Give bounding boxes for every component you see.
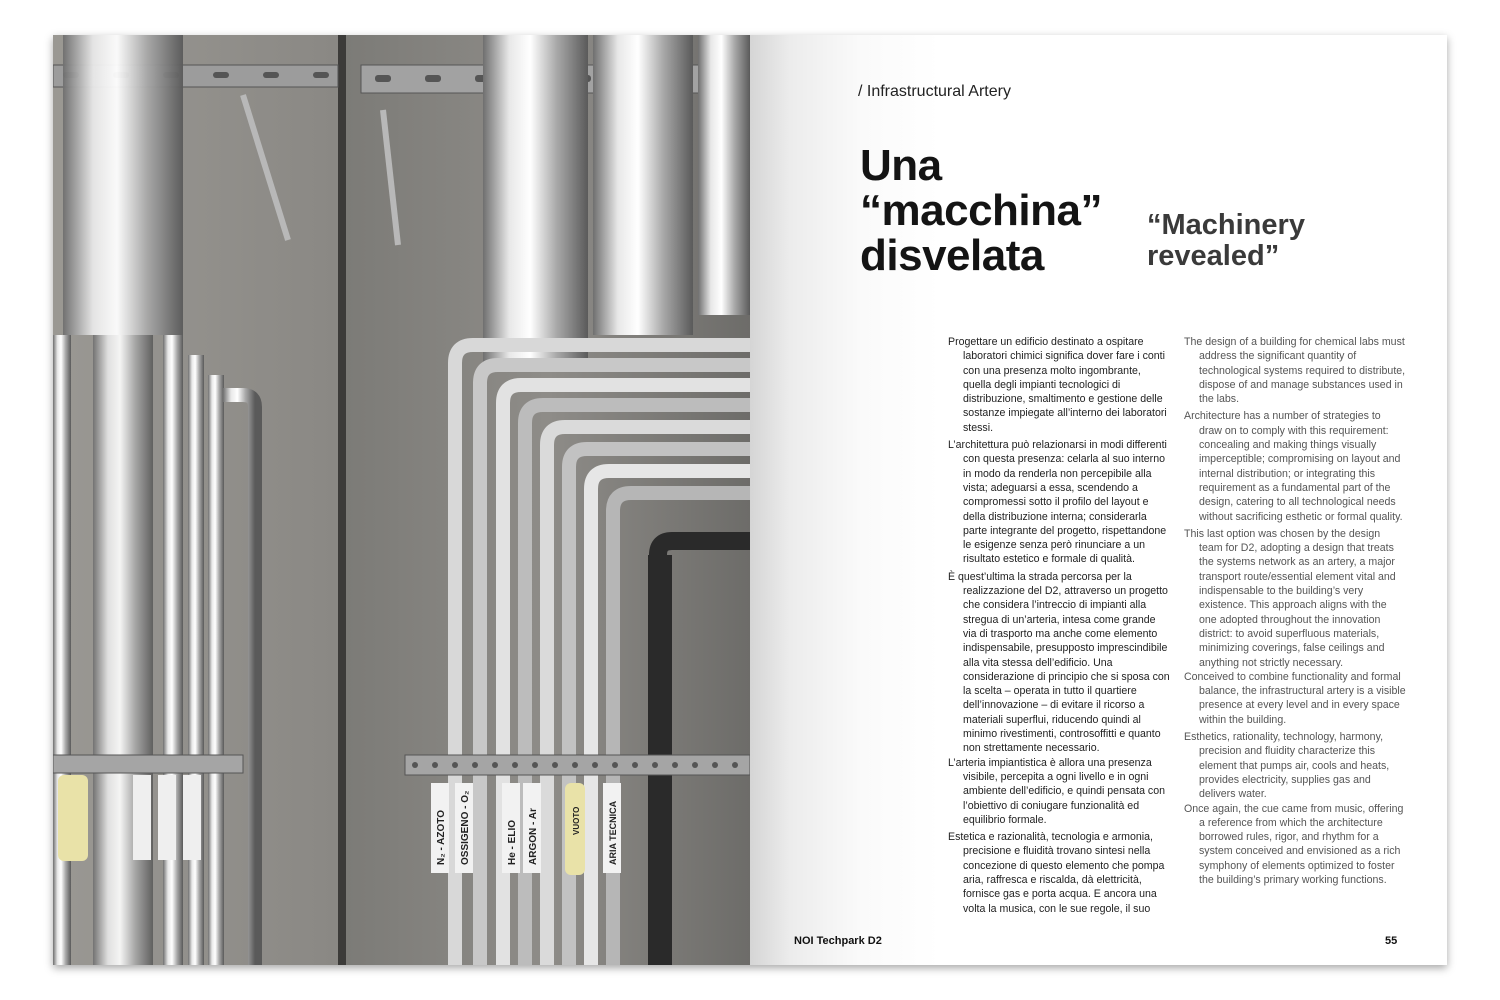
paragraph: L’arteria impiantistica è allora una presenza visibile, percepita a ogni livello e in ogni ambiente dell’edificio, e quindi pensata con l’obiettivo di coniugare funzionalità ed equilibrio formale. [948,756,1166,826]
paragraph: L’architettura può relazionarsi in modi differenti con questa presenza: celarla al suo interno in modo da renderla non percepibile alla vista; adeguarsi a essa, scendendo a compromessi sotto il profilo del layout e della distribuzione interna; considerarla parte integrante del progetto, rispettandone le esigenze senza però rinunciare a un risultato estetico e formale di qualità. [948,439,1167,566]
pipes-photo [53,35,750,965]
pipe-tag: VUOTO [572,806,581,835]
title-italian [860,143,1102,278]
paragraph: Esthetics, rationality, technology, harmony, precision and fluidity characterize this element that pumps air, cools and heats, provides electricity, supplies gas and delivers water. [1184,731,1390,801]
title-line: Una [860,141,942,190]
body-column-italian [948,335,1170,919]
title-line: “macchina” [860,186,1102,235]
paragraph: Estetica e razionalità, tecnologia e armonia, precisione e fluidità trovano sintesi nella concezione di questo elemento che pompa aria, raffresca e riscalda, dà elettricità, fornisce gas e porta acqua. E ancora una volta la musica, con le sue regole, il suo [948,831,1165,915]
pipe-tag: ARGON - Ar [528,808,539,865]
text-page [750,35,1447,965]
paragraph: Progettare un edificio destinato a ospitare laboratori chimici significa dover fare i conti con una presenza molto ingombrante, quella degli impianti tecnologici di distribuzione, smaltimento e gestione delle sostanze impiegate all’interno dei laboratori stessi. [948,336,1167,434]
magazine-spread [53,35,1447,965]
paragraph: Architecture has a number of strategies to draw on to comply with this requirement: concealing and making things visually imperceptible; compromising on layout and internal distribution; or integrating this requirement as a fundamental part of the design, catering to all technological needs without sacrificing esthetic or formal quality. [1184,410,1403,523]
paragraph: The design of a building for chemical labs must address the significant quantity of technological systems required to distribute, dispose of and manage substances used in the labs. [1184,336,1406,406]
title-line: revealed” [1147,240,1280,272]
pipe-tag: ARIA TECNICA [608,800,618,865]
page-number: 55 [1385,935,1398,947]
pipe-tag: N₂ - AZOTO [436,810,447,865]
paragraph: Conceived to combine functionality and formal balance, the infrastructural artery is a visible presence at every level and in every space within the building. [1184,670,1406,726]
title-line: disvelata [860,231,1044,280]
pipe-tag: He - ELIO [507,819,518,865]
paragraph: Once again, the cue came from music, offering a reference from which the architecture borrowed rules, rigor, and rhythm for a system conceived and envisioned as a rich symphony of elements optimized to foster the building’s primary working functions. [1184,802,1404,886]
title-english [1147,210,1305,272]
title-line: “Machinery [1147,209,1305,241]
pipes-illustration [53,35,750,965]
paragraph: This last option was chosen by the design team for D2, adopting a design that treats the systems network as an artery, a major transport route/essential element vital and indispensable to the building’s very existence. This approach aligns with the one adopted throughout the innovation district: to avoid superfluous materials, minimizing coverings, false ceilings and anything not strictly necessary. [1184,527,1396,669]
footer-title: NOI Techpark D2 [794,935,882,947]
paragraph: È quest’ultima la strada percorsa per la realizzazione del D2, attraverso un progetto che considera l’intreccio di impianti alla stregua di un’arteria, intesa come grande via di trasporto ma anche come elemento indispensabile, presupposto imprescindibile alla vita stessa dell’edificio. Una considerazione di principio che si sposa con la scelta – operata in tutto il quartiere dell’innovazione – di evitare il ricorso a materiali superflui, riducendo quindi al minimo rivestimenti, controsoffitti e quanto non strettamente necessario. [948,570,1170,755]
body-column-english [1184,335,1406,890]
pipe-tag: OSSIGENO - O₂ [460,790,471,865]
section-label: / Infrastructural Artery [858,83,1011,100]
